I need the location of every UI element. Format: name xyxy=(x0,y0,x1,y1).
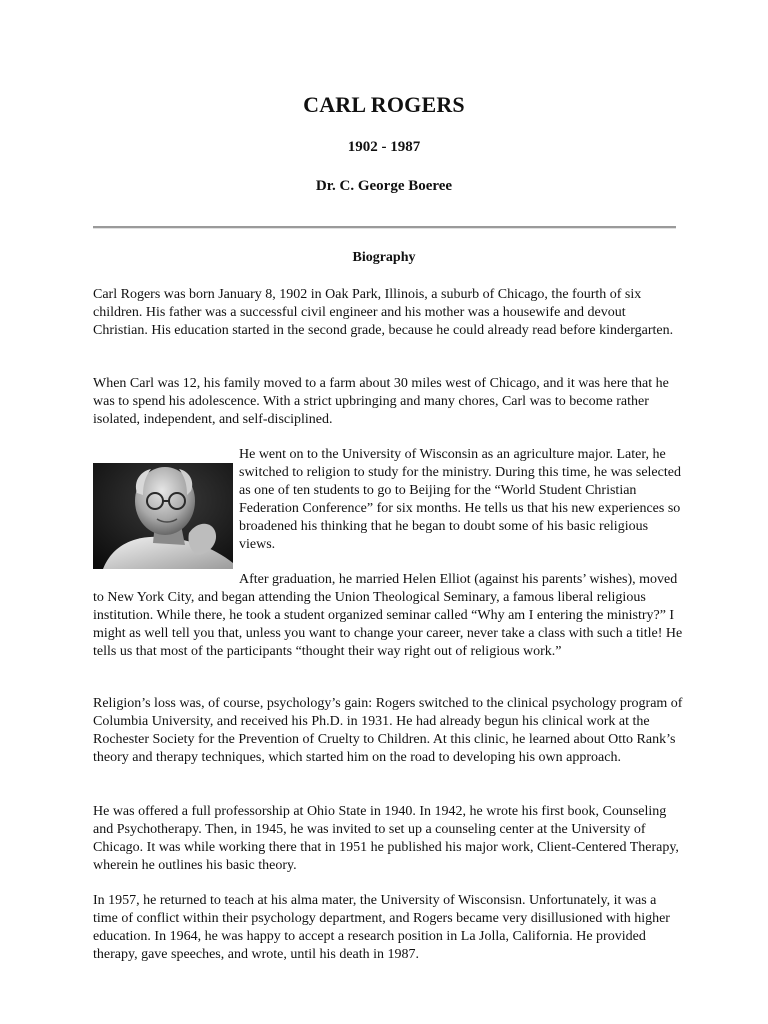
section-heading: Biography xyxy=(352,250,416,265)
paragraph-professorship: He was offered a full professorship at Ohio State in 1940. In 1942, he wrote his first book, Counseling and Psychotherapy. Then, in 1945, he was invited to set up a counseling center at the University of Chicago. It was while working there that in 1951 he published his major work, Client-Centered Therapy, wherein he outlines his basic theory. xyxy=(93,804,679,873)
page-title: CARL ROGERS xyxy=(303,92,465,117)
paragraph-seminary xyxy=(93,571,683,661)
horizontal-divider xyxy=(93,226,676,229)
paragraph-psychology: Religion’s loss was, of course, psychology’s gain: Rogers switched to the clinical psychology program of Columbia University, and received his Ph.D. in 1931. He had already begun his clinical work at the Rochester Society for the Prevention of Cruelty to Children. At this clinic, he learned about Otto Rank’s theory and therapy techniques, which started him on the road to developing his own approach. xyxy=(93,696,683,765)
portrait-photo xyxy=(93,463,233,569)
paragraph-university: He went on to the University of Wisconsin as an agriculture major. Later, he switched to religion to study for the ministry. During this time, he was selected as one of ten students to go to Beijing for the “World Student Christian Federation Conference” for six months. He tells us that his new experiences so broadened his thinking that he began to doubt some of his basic religious views. xyxy=(239,447,681,552)
paragraph-seminary-text: After graduation, he married Helen Elliot (against his parents’ wishes), moved to New York City, and began attending the Union Theological Seminary, a famous liberal religious institution. While there, he took a student organized seminar called “Why am I entering the ministry?” I might as well tell you that, unless you want to change your career, never take a class with such a title! He tells us that most of the participants “thought their way right out of religious work.” xyxy=(93,572,683,659)
life-years: 1902 - 1987 xyxy=(347,139,421,155)
paragraph-later-life: In 1957, he returned to teach at his alma mater, the University of Wisconsisn. Unfortunately, it was a time of conflict within their psychology department, and Rogers became very disillusioned with higher education. In 1964, he was happy to accept a research position in La Jolla, California. He provided therapy, gave speeches, and wrote, until his death in 1987. xyxy=(93,893,670,962)
paragraph-birth: Carl Rogers was born January 8, 1902 in Oak Park, Illinois, a suburb of Chicago, the fourth of six children. His father was a successful civil engineer and his mother was a housewife and devout Christian. His education started in the second grade, because he could already read before kindergarten. xyxy=(93,287,674,338)
author-name: Dr. C. George Boeree xyxy=(315,178,453,194)
paragraph-adolescence: When Carl was 12, his family moved to a farm about 30 miles west of Chicago, and it was here that he was to spend his adolescence. With a strict upbringing and many chores, Carl was to become rather isolated, independent, and self-disciplined. xyxy=(93,376,669,427)
